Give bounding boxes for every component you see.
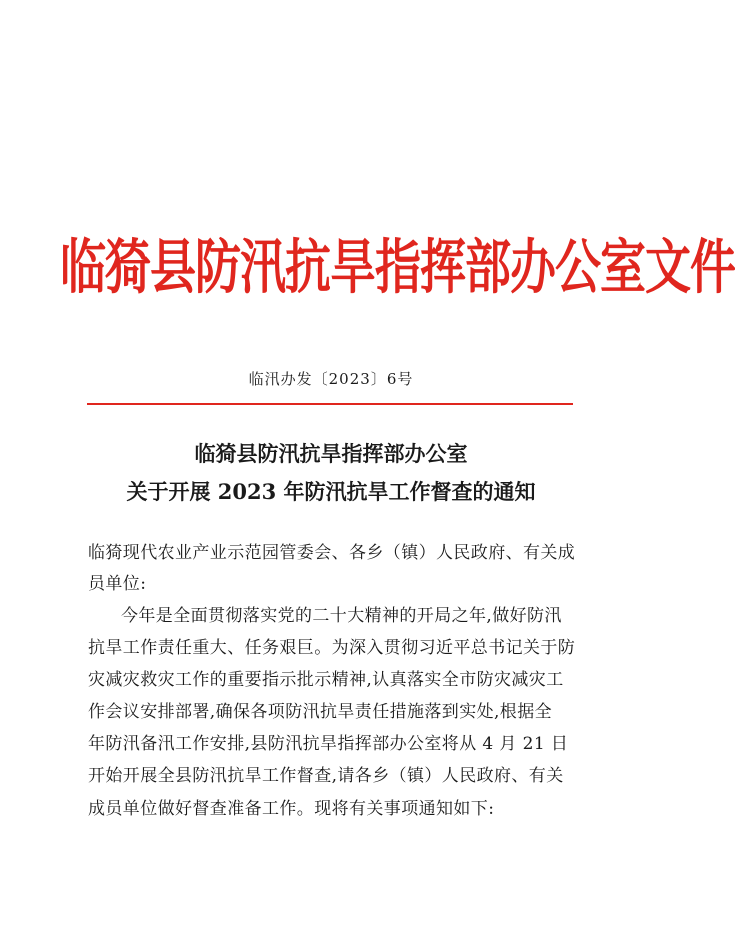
notice-title-line-2: 关于开展 2023 年防汛抗旱工作督查的通知: [126, 479, 536, 504]
paragraph-line: 年防汛备汛工作安排,县防汛抗旱指挥部办公室将从 4 月 21 日: [88, 734, 569, 754]
red-divider-line: [87, 403, 573, 405]
paragraph-line: 抗旱工作责任重大、任务艰巨。为深入贯彻习近平总书记关于防: [88, 638, 576, 658]
document-number: 临汛办发〔2023〕6号: [248, 370, 414, 388]
recipients-line-1: 临猗现代农业产业示范园管委会、各乡（镇）人民政府、有关成: [88, 543, 576, 563]
paragraph-line: 灾减灾救灾工作的重要指示批示精神,认真落实全市防灾减灾工: [88, 670, 564, 690]
notice-title-line-1: 临猗县防汛抗旱指挥部办公室: [194, 441, 468, 466]
red-masthead-title: 临猗县防汛抗旱指挥部办公室文件: [60, 232, 735, 302]
paragraph-line: 今年是全面贯彻落实党的二十大精神的开局之年,做好防汛: [121, 606, 562, 626]
paragraph-line: 作会议安排部署,确保各项防汛抗旱责任措施落到实处,根据全: [88, 702, 553, 722]
recipients-line-2: 员单位:: [88, 574, 147, 594]
paragraph-line: 成员单位做好督查准备工作。现将有关事项通知如下:: [88, 799, 495, 819]
paragraph-line: 开始开展全县防汛抗旱工作督查,请各乡（镇）人民政府、有关: [88, 766, 564, 786]
